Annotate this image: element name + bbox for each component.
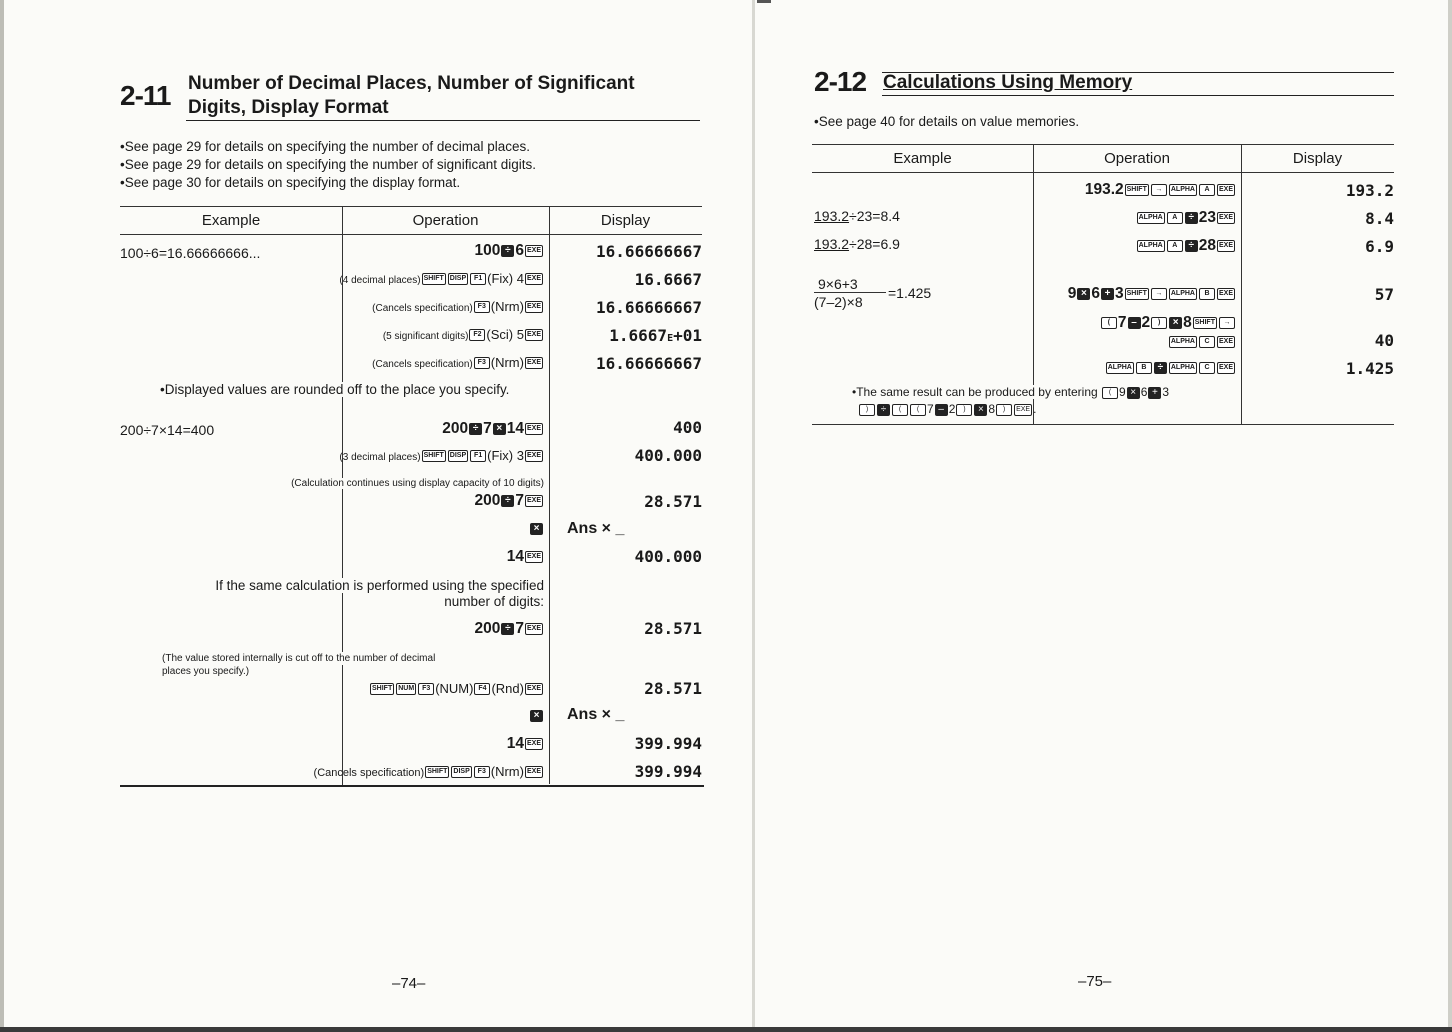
note-number: 8 (988, 402, 996, 416)
exe-key-icon: EXE (525, 551, 543, 563)
table-top-rule (120, 206, 702, 207)
display-row-14: 399.994 (634, 734, 702, 753)
left-paren-key-icon: ( (1102, 387, 1118, 399)
arrow-key-icon: → (1151, 288, 1167, 300)
example-rest: ÷23=8.4 (849, 208, 900, 224)
shift-key-icon: SHIFT (370, 683, 394, 695)
table-header-rule (120, 234, 702, 235)
op-number: 200 (442, 420, 469, 437)
f3-key-icon: F3 (418, 683, 434, 695)
alpha-key-icon: ALPHA (1169, 184, 1197, 196)
header-display: Display (1292, 150, 1343, 167)
alpha-key-icon: ALPHA (1169, 336, 1197, 348)
op-number: 200 (474, 492, 501, 509)
divide-key-icon: ÷ (1185, 240, 1198, 252)
title-top-rule (882, 72, 1394, 73)
multiply-key-icon: × (1077, 288, 1090, 300)
table-col-divider-1 (1033, 144, 1034, 424)
op-number: 200 (474, 620, 501, 637)
op-number: 2 (1141, 314, 1151, 331)
table-col-divider-1 (342, 206, 343, 786)
exe-key-icon: EXE (525, 273, 543, 285)
op-note: (Cancels specification) (372, 303, 473, 314)
display-row-2: 16.6667 (634, 270, 702, 289)
op-number: 14 (506, 548, 524, 565)
operation-row-4 (383, 326, 544, 344)
display-row-6: 1.425 (1345, 359, 1394, 378)
bottom-edge (0, 1027, 1452, 1032)
op-text: (NUM) (435, 681, 474, 696)
disp-key-icon: DISP (451, 766, 471, 778)
page-edge-right (1448, 0, 1452, 1032)
fraction-denominator: (7–2)×8 (814, 294, 863, 310)
example-193-div-28 (814, 236, 900, 252)
header-example: Example (201, 212, 261, 229)
display-row-1: 193.2 (1345, 181, 1394, 200)
alpha-key-icon: ALPHA (1137, 212, 1165, 224)
alpha-key-icon: ALPHA (1106, 362, 1134, 374)
op-text: (Nrm) (490, 299, 524, 314)
op-note: (3 decimal places) (339, 452, 421, 463)
display-row-12: 28.571 (644, 679, 702, 698)
header-display: Display (600, 212, 651, 229)
op-number: 6 (1091, 285, 1100, 302)
note-same-calculation-2: number of digits: (444, 594, 544, 609)
bullet-display-format: •See page 30 for details on specifying the display format. (120, 175, 461, 190)
display-row-1: 16.66666667 (596, 242, 702, 261)
note-internal-1: (The value stored internally is cut off to the number of decimal (162, 653, 436, 664)
operation-row-5 (372, 354, 544, 372)
f3-key-icon: F3 (474, 357, 490, 369)
op-number: 7 (1117, 314, 1127, 331)
operation-row-8 (474, 492, 544, 510)
operation-row-13 (529, 707, 544, 725)
op-note: (4 decimal places) (339, 275, 421, 286)
exe-key-icon: EXE (525, 766, 543, 778)
table-top-rule (812, 144, 1394, 145)
note-number: 9 (1119, 385, 1126, 399)
page-number-74: –74– (392, 975, 426, 992)
op-number: 7 (483, 420, 492, 437)
section-number: 2-11 (120, 80, 171, 111)
multiply-key-icon: × (1169, 317, 1182, 329)
operation-row-10 (507, 548, 544, 566)
display-row-8: 28.571 (644, 492, 702, 511)
f4-key-icon: F4 (474, 683, 490, 695)
shift-key-icon: SHIFT (1125, 184, 1149, 196)
note-number: 7 (927, 402, 934, 416)
bullet-value-memories: •See page 40 for details on value memories. (814, 114, 1080, 129)
exe-key-icon: EXE (1217, 336, 1235, 348)
operation-row-15 (314, 763, 544, 781)
exe-key-icon: EXE (525, 450, 543, 462)
a-key-icon: A (1167, 240, 1183, 252)
exe-key-icon: EXE (525, 329, 543, 341)
header-example: Example (893, 150, 952, 167)
example-193-div-23 (814, 208, 900, 224)
disp-key-icon: DISP (448, 450, 468, 462)
divide-key-icon: ÷ (501, 495, 514, 507)
display-row-5: 16.66666667 (596, 354, 702, 373)
num-key-icon: NUM (396, 683, 416, 695)
note-number: 3 (1162, 385, 1170, 399)
divide-key-icon: ÷ (469, 423, 482, 435)
example-200-div-7-mul-14: 200÷7×14=400 (120, 422, 215, 438)
f2-key-icon: F2 (469, 329, 485, 341)
op-text: (Nrm) (490, 764, 524, 779)
c-key-icon: C (1199, 336, 1215, 348)
operation-row-3 (372, 298, 544, 316)
multiply-key-icon: × (1127, 387, 1140, 399)
op-number: 6 (515, 242, 524, 259)
title-rule (186, 120, 700, 121)
title-rule (882, 95, 1394, 96)
exe-key-icon: EXE (525, 301, 543, 313)
b-key-icon: B (1136, 362, 1152, 374)
display-row-13: Ans × _ (567, 706, 625, 723)
arrow-key-icon: → (1219, 317, 1235, 329)
shift-key-icon: SHIFT (1193, 317, 1217, 329)
display-row-6: 400 (673, 418, 702, 437)
operation-row-6 (442, 420, 544, 438)
op-text: (Fix) 4 (487, 271, 524, 286)
op-number: 7 (515, 492, 524, 509)
display-row-3: 16.66666667 (596, 298, 702, 317)
multiply-key-icon: × (530, 523, 543, 535)
op-note: (5 significant digits) (382, 331, 469, 342)
operation-row-9 (529, 520, 544, 538)
operation-row-1 (1085, 181, 1236, 199)
fraction-numerator: 9×6+3 (818, 276, 858, 292)
operation-row-11 (474, 620, 544, 638)
exe-key-icon: EXE (525, 683, 543, 695)
display-row-7: 400.000 (634, 446, 702, 465)
memory-value: 193.2 (814, 236, 850, 252)
operation-row-3 (1136, 237, 1236, 255)
exe-key-icon: EXE (1217, 362, 1235, 374)
operation-row-2 (339, 270, 544, 288)
table-bottom-rule (812, 424, 1394, 425)
display-mantissa: 1.6667 (609, 326, 668, 345)
gutter-mark (757, 0, 771, 3)
alpha-key-icon: ALPHA (1169, 362, 1197, 374)
minus-key-icon: – (935, 404, 948, 416)
op-text: (Nrm) (490, 355, 524, 370)
divide-key-icon: ÷ (1185, 212, 1198, 224)
note-same-result-2: ) ÷ ( ( 7 – 2 ) × 8 ) EXE . (858, 402, 1036, 416)
op-number: 9 (1067, 285, 1077, 302)
right-paren-key-icon: ) (859, 404, 875, 416)
right-paren-key-icon: ) (956, 404, 972, 416)
note-same-result-1 (852, 385, 1169, 399)
op-note: (Cancels specification) (372, 359, 473, 370)
exe-key-icon: EXE (1217, 212, 1235, 224)
note-calculation-continues: (Calculation continues using display capacity of 10 digits) (291, 478, 544, 489)
exe-key-icon: EXE (1217, 184, 1235, 196)
op-number: 3 (1115, 285, 1124, 302)
fraction-bar (814, 292, 886, 293)
table-bottom-rule (120, 785, 704, 787)
bullet-significant-digits: •See page 29 for details on specifying the number of significant digits. (120, 157, 536, 172)
left-paren-key-icon: ( (1101, 317, 1117, 329)
note-number: 6 (1140, 385, 1148, 399)
note-text: •The same result can be produced by entering (852, 385, 1098, 399)
operation-row-6 (1105, 359, 1236, 377)
op-number: 100 (474, 242, 501, 259)
exe-key-icon: EXE (1217, 240, 1235, 252)
note-rounded: •Displayed values are rounded off to the place you specify. (160, 382, 510, 397)
left-paren-key-icon: ( (892, 404, 908, 416)
op-number: 28 (1198, 237, 1216, 254)
multiply-key-icon: × (974, 404, 987, 416)
exe-key-icon: EXE (525, 495, 543, 507)
multiply-key-icon: × (530, 710, 543, 722)
shift-key-icon: SHIFT (422, 273, 446, 285)
operation-row-1 (474, 242, 544, 260)
section-number: 2-12 (814, 66, 867, 97)
op-number: 7 (515, 620, 524, 637)
divide-key-icon: ÷ (877, 404, 890, 416)
operation-row-5b (1168, 333, 1236, 351)
divide-key-icon: ÷ (501, 623, 514, 635)
op-number: 193.2 (1084, 181, 1124, 198)
op-number: 14 (506, 420, 524, 437)
op-text: (Fix) 3 (487, 448, 524, 463)
f1-key-icon: F1 (470, 450, 486, 462)
f1-key-icon: F1 (470, 273, 486, 285)
exe-key-icon: EXE (525, 423, 543, 435)
op-text: (Sci) 5 (486, 327, 524, 342)
note-internal-2: places you specify.) (162, 666, 250, 677)
disp-key-icon: DISP (448, 273, 468, 285)
note-number: 2 (948, 402, 956, 416)
page-number-75: –75– (1078, 973, 1112, 990)
operation-row-12 (369, 680, 544, 698)
bullet-decimal-places: •See page 29 for details on specifying the number of decimal places. (120, 139, 530, 154)
exe-key-icon: EXE (1217, 288, 1235, 300)
shift-key-icon: SHIFT (1125, 288, 1149, 300)
memory-value: 193.2 (814, 208, 850, 224)
display-row-4 (609, 326, 702, 345)
fraction-result: =1.425 (888, 285, 932, 301)
note-same-calculation-1: If the same calculation is performed using the specified (215, 578, 544, 593)
display-exponent-marker: E (667, 333, 674, 344)
f3-key-icon: F3 (474, 301, 490, 313)
example-rest: ÷28=6.9 (849, 236, 900, 252)
op-note: (Cancels specification) (313, 767, 425, 779)
shift-key-icon: SHIFT (422, 450, 446, 462)
display-row-10: 400.000 (634, 547, 702, 566)
alpha-key-icon: ALPHA (1137, 240, 1165, 252)
divide-key-icon: ÷ (501, 245, 514, 257)
display-row-5: 40 (1374, 331, 1394, 350)
op-text: (Rnd) (491, 681, 524, 696)
display-row-11: 28.571 (644, 619, 702, 638)
c-key-icon: C (1199, 362, 1215, 374)
right-paren-key-icon: ) (1151, 317, 1167, 329)
book-gutter (752, 0, 755, 1032)
multiply-key-icon: × (493, 423, 506, 435)
right-paren-key-icon: ) (996, 404, 1012, 416)
display-exponent: +01 (673, 326, 702, 345)
plus-key-icon: + (1148, 387, 1161, 399)
minus-key-icon: – (1128, 317, 1141, 329)
plus-key-icon: + (1101, 288, 1114, 300)
operation-row-5a (1100, 314, 1236, 332)
alpha-key-icon: ALPHA (1169, 288, 1197, 300)
section-title-line1: Number of Decimal Places, Number of Significant (188, 73, 635, 94)
a-key-icon: A (1167, 212, 1183, 224)
section-title: Calculations Using Memory (883, 72, 1133, 93)
a-key-icon: A (1199, 184, 1215, 196)
op-number: 8 (1183, 314, 1192, 331)
display-row-4: 57 (1374, 285, 1394, 304)
section-title-line2: Digits, Display Format (188, 97, 389, 118)
op-number: 14 (506, 735, 524, 752)
table-col-divider-2 (1241, 144, 1242, 424)
table-col-divider-2 (549, 206, 550, 784)
op-number: 23 (1198, 209, 1216, 226)
operation-row-2 (1136, 209, 1236, 227)
divide-key-icon: ÷ (1154, 362, 1167, 374)
table-header-rule (812, 172, 1394, 173)
operation-row-7 (339, 447, 544, 465)
left-paren-key-icon: ( (910, 404, 926, 416)
arrow-key-icon: → (1151, 184, 1167, 196)
b-key-icon: B (1199, 288, 1215, 300)
shift-key-icon: SHIFT (425, 766, 449, 778)
example-100-div-6: 100÷6=16.66666666... (120, 245, 261, 261)
header-operation: Operation (1104, 150, 1170, 167)
operation-row-14 (507, 735, 544, 753)
page-edge-left (0, 0, 4, 1032)
exe-key-icon: EXE (525, 245, 543, 257)
display-row-3: 6.9 (1365, 237, 1394, 256)
header-operation: Operation (412, 212, 479, 229)
exe-key-icon: EXE (525, 357, 543, 369)
exe-key-icon: EXE (525, 738, 543, 750)
display-row-2: 8.4 (1365, 209, 1394, 228)
display-row-9: Ans × _ (567, 520, 625, 537)
exe-key-icon: EXE (525, 623, 543, 635)
exe-key-icon: EXE (1014, 404, 1032, 416)
f3-key-icon: F3 (474, 766, 490, 778)
display-row-15: 399.994 (634, 762, 702, 781)
operation-row-4 (1068, 285, 1236, 303)
